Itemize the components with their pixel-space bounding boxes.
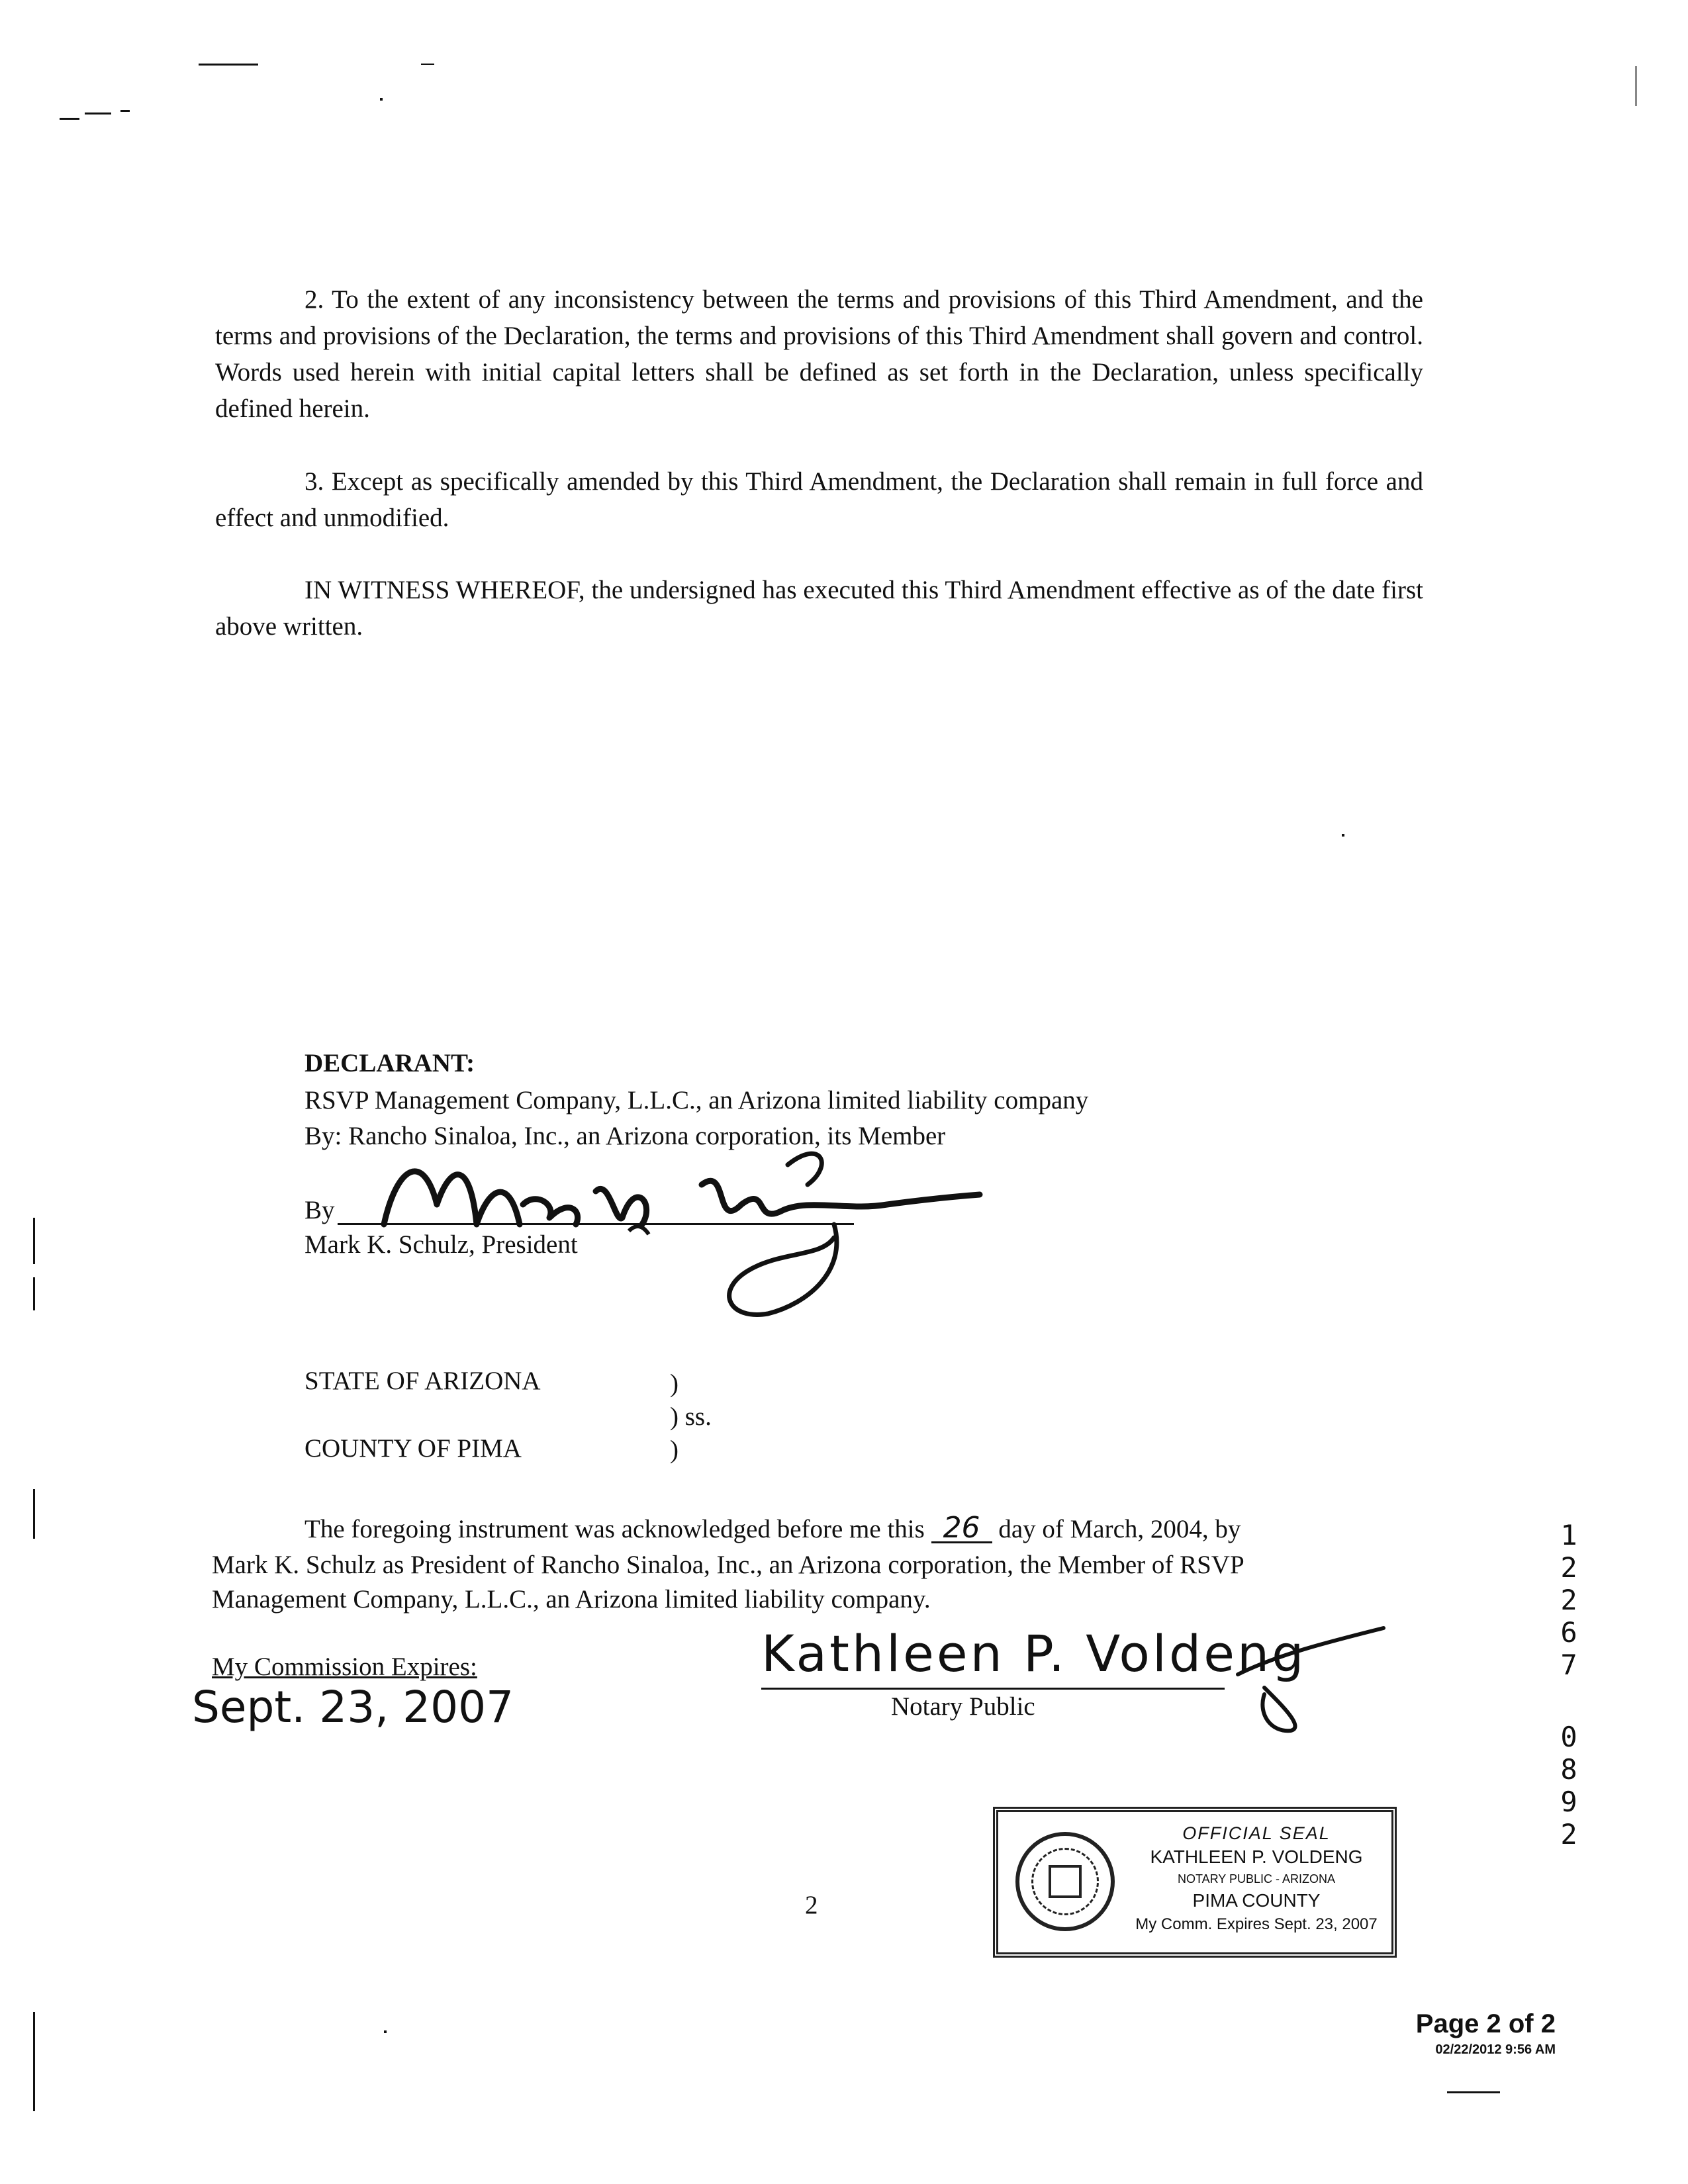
scan-artifact-mark [1342, 834, 1344, 837]
recording-digit: 9 [1560, 1786, 1577, 1818]
recording-digit: 0 [1560, 1721, 1577, 1753]
commission-date: Sept. 23, 2007 [192, 1682, 514, 1733]
scan-artifact-line [1635, 66, 1637, 106]
recording-number [1556, 1519, 1582, 1850]
state-seal-emblem [1015, 1832, 1115, 1931]
scan-artifact-line [421, 64, 434, 65]
scan-artifact-mark [384, 2030, 387, 2033]
notary-signature: Kathleen P. Voldeng [761, 1624, 1307, 1683]
state-label: STATE OF ARIZONA [305, 1367, 541, 1395]
recording-digit: 8 [1560, 1753, 1577, 1786]
scan-artifact-line [33, 1218, 35, 1264]
county-label: COUNTY OF PIMA [305, 1434, 522, 1463]
recording-digit: 2 [1560, 1818, 1577, 1850]
page-number: 2 [805, 1891, 818, 1919]
acknowledgment-day: 26 [931, 1515, 992, 1543]
scan-artifact-mark [85, 113, 111, 114]
acknowledgment-line-2: Mark K. Schulz as President of Rancho Sinaloa, Inc., an Arizona corporation, the Member of RSVP [212, 1551, 1244, 1579]
scan-artifact-line [33, 1277, 35, 1310]
scan-artifact-mark [120, 110, 130, 112]
scan-artifact-line [33, 1489, 35, 1539]
footer-timestamp: 02/22/2012 9:56 AM [1435, 2042, 1556, 2057]
seal-name: KATHLEEN P. VOLDENG [1150, 1846, 1363, 1867]
recording-digit: 7 [1560, 1649, 1577, 1681]
seal-role: NOTARY PUBLIC - ARIZONA [1177, 1872, 1336, 1886]
venue-ss: ) ss. [670, 1402, 712, 1431]
declarant-heading: DECLARANT: [305, 1049, 475, 1077]
acknowledgment-part-1: The foregoing instrument was acknowledged before me this [305, 1515, 925, 1543]
scan-artifact-line [33, 2012, 35, 2111]
venue-paren-top: ) [670, 1369, 679, 1398]
signer-name: Mark K. Schulz, President [305, 1230, 578, 1259]
declarant-line-2: By: Rancho Sinaloa, Inc., an Arizona corporation, its Member [305, 1122, 946, 1150]
seal-title: OFFICIAL SEAL [1182, 1823, 1331, 1843]
official-seal-stamp [993, 1807, 1397, 1958]
venue-paren-bottom: ) [670, 1435, 679, 1464]
paragraph-2: 2. To the extent of any inconsistency between the terms and provisions of this Third Amendment, and the terms and provisions of the Declaration, the terms and provisions of this Third Amendment shall govern and control. Words used herein with initial capital letters shall be defined as set forth in the Declaration, unless specifically defined herein. [215, 285, 1423, 423]
paragraph-3: 3. Except as specifically amended by this Third Amendment, the Declaration shall remain in full force and effect and unmodified. [215, 467, 1423, 532]
commission-label: My Commission Expires: [212, 1653, 477, 1681]
seal-expires: My Comm. Expires Sept. 23, 2007 [1135, 1915, 1378, 1933]
recording-digit: 2 [1560, 1584, 1577, 1616]
declarant-line-1: RSVP Management Company, L.L.C., an Arizona limited liability company [305, 1086, 1089, 1115]
acknowledgment-part-2: day of March, 2004, by [998, 1515, 1241, 1543]
recording-digit: 2 [1560, 1551, 1577, 1584]
recording-digit: 1 [1560, 1519, 1577, 1551]
footer-rule [1447, 2091, 1500, 2093]
acknowledgment-line-1 [305, 1511, 1241, 1545]
scan-artifact-mark [380, 98, 383, 101]
seal-county: PIMA COUNTY [1192, 1890, 1321, 1911]
by-label: By [305, 1196, 335, 1224]
scan-artifact-line [199, 64, 258, 66]
signature-line [338, 1223, 854, 1225]
acknowledgment-line-3: Management Company, L.L.C., an Arizona limited liability company. [212, 1585, 931, 1614]
notary-signature-line [761, 1688, 1225, 1690]
witness-clause: IN WITNESS WHEREOF, the undersigned has executed this Third Amendment effective as of the date first above written. [215, 576, 1423, 641]
footer-page-of: Page 2 of 2 [1415, 2009, 1556, 2038]
recording-digit: 6 [1560, 1616, 1577, 1649]
scan-artifact-mark [60, 118, 79, 120]
notary-public-label: Notary Public [891, 1692, 1035, 1721]
